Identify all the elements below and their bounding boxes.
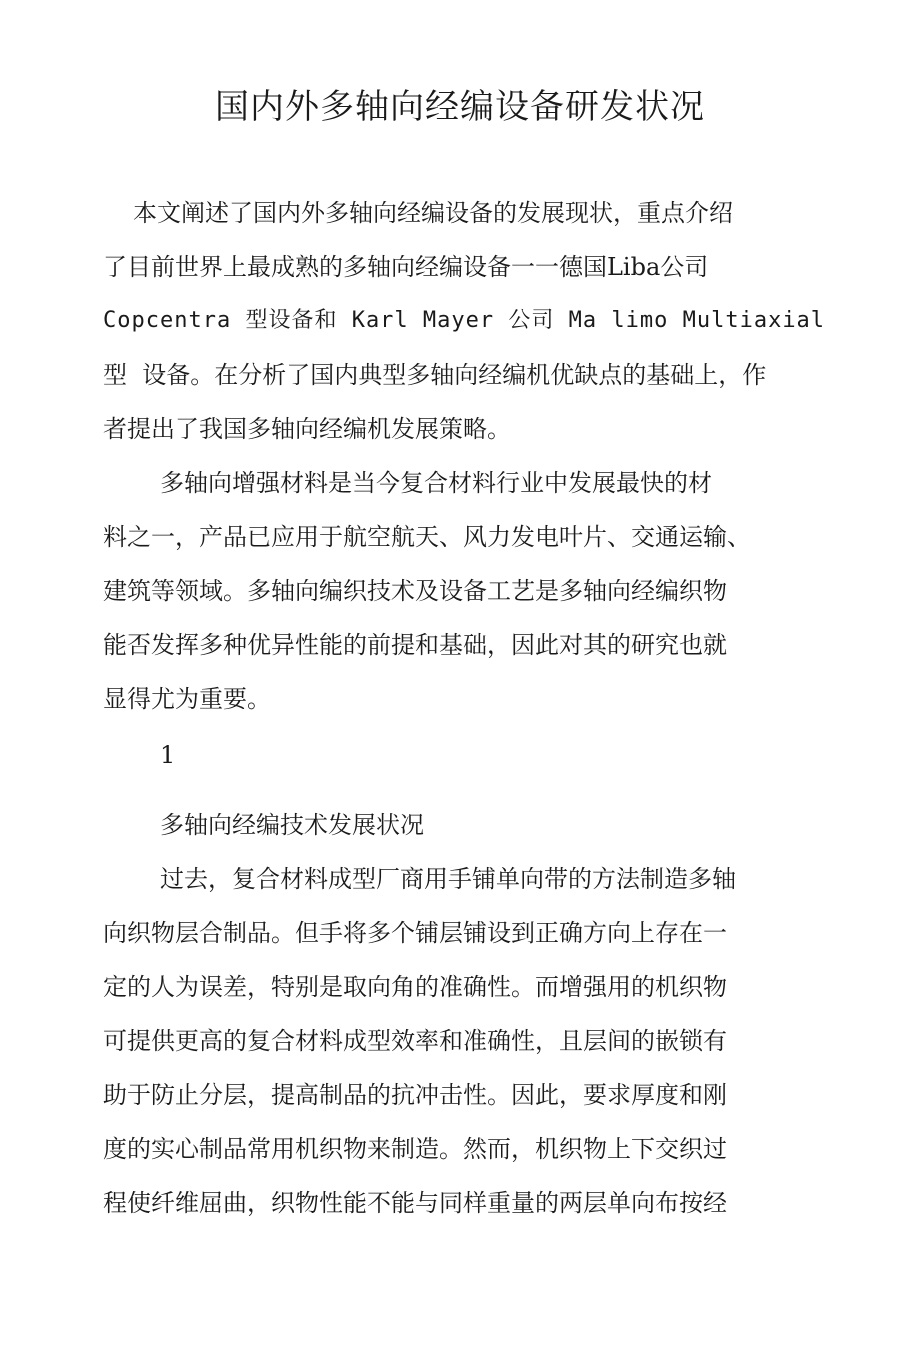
- body-line: 度的实心制品常用机织物来制造。然而，机织物上下交织过: [103, 1135, 727, 1163]
- intro-line: 显得尤为重要。: [103, 685, 271, 713]
- body-line: 助于防止分层，提高制品的抗冲击性。因此，要求厚度和刚: [103, 1081, 727, 1109]
- abstract-line: Copcentra 型设备和 Karl Mayer 公司 Ma limo Multiaxial: [103, 308, 826, 333]
- body-line: 可提供更高的复合材料成型效率和准确性，且层间的嵌锁有: [103, 1027, 727, 1055]
- body-line: 定的人为误差，特别是取向角的准确性。而增强用的机织物: [103, 973, 727, 1001]
- document-title: 国内外多轴向经编设备研发状况: [215, 87, 705, 127]
- section-number: 1: [160, 741, 176, 769]
- body-line: 向织物层合制品。但手将多个铺层铺设到正确方向上存在一: [103, 919, 727, 947]
- abstract-line: 者提出了我国多轴向经编机发展策略。: [103, 415, 511, 443]
- body-line: 过去，复合材料成型厂商用手铺单向带的方法制造多轴: [160, 865, 736, 893]
- abstract-line: 型 设备。在分析了国内典型多轴向经编机优缺点的基础上，作: [103, 361, 767, 389]
- intro-line: 建筑等领域。多轴向编织技术及设备工艺是多轴向经编织物: [103, 577, 727, 605]
- intro-line: 多轴向增强材料是当今复合材料行业中发展最快的材: [160, 469, 712, 497]
- section-heading: 多轴向经编技术发展状况: [160, 811, 424, 839]
- abstract-line: 了目前世界上最成熟的多轴向经编设备一一德国Liba公司: [103, 253, 709, 281]
- intro-line: 料之一，产品已应用于航空航天、风力发电叶片、交通运输、: [103, 523, 751, 551]
- body-line: 程使纤维屈曲，织物性能不能与同样重量的两层单向布按经: [103, 1189, 727, 1217]
- intro-line: 能否发挥多种优异性能的前提和基础，因此对其的研究也就: [103, 631, 727, 659]
- abstract-line: 本文阐述了国内外多轴向经编设备的发展现状，重点介绍: [133, 199, 733, 227]
